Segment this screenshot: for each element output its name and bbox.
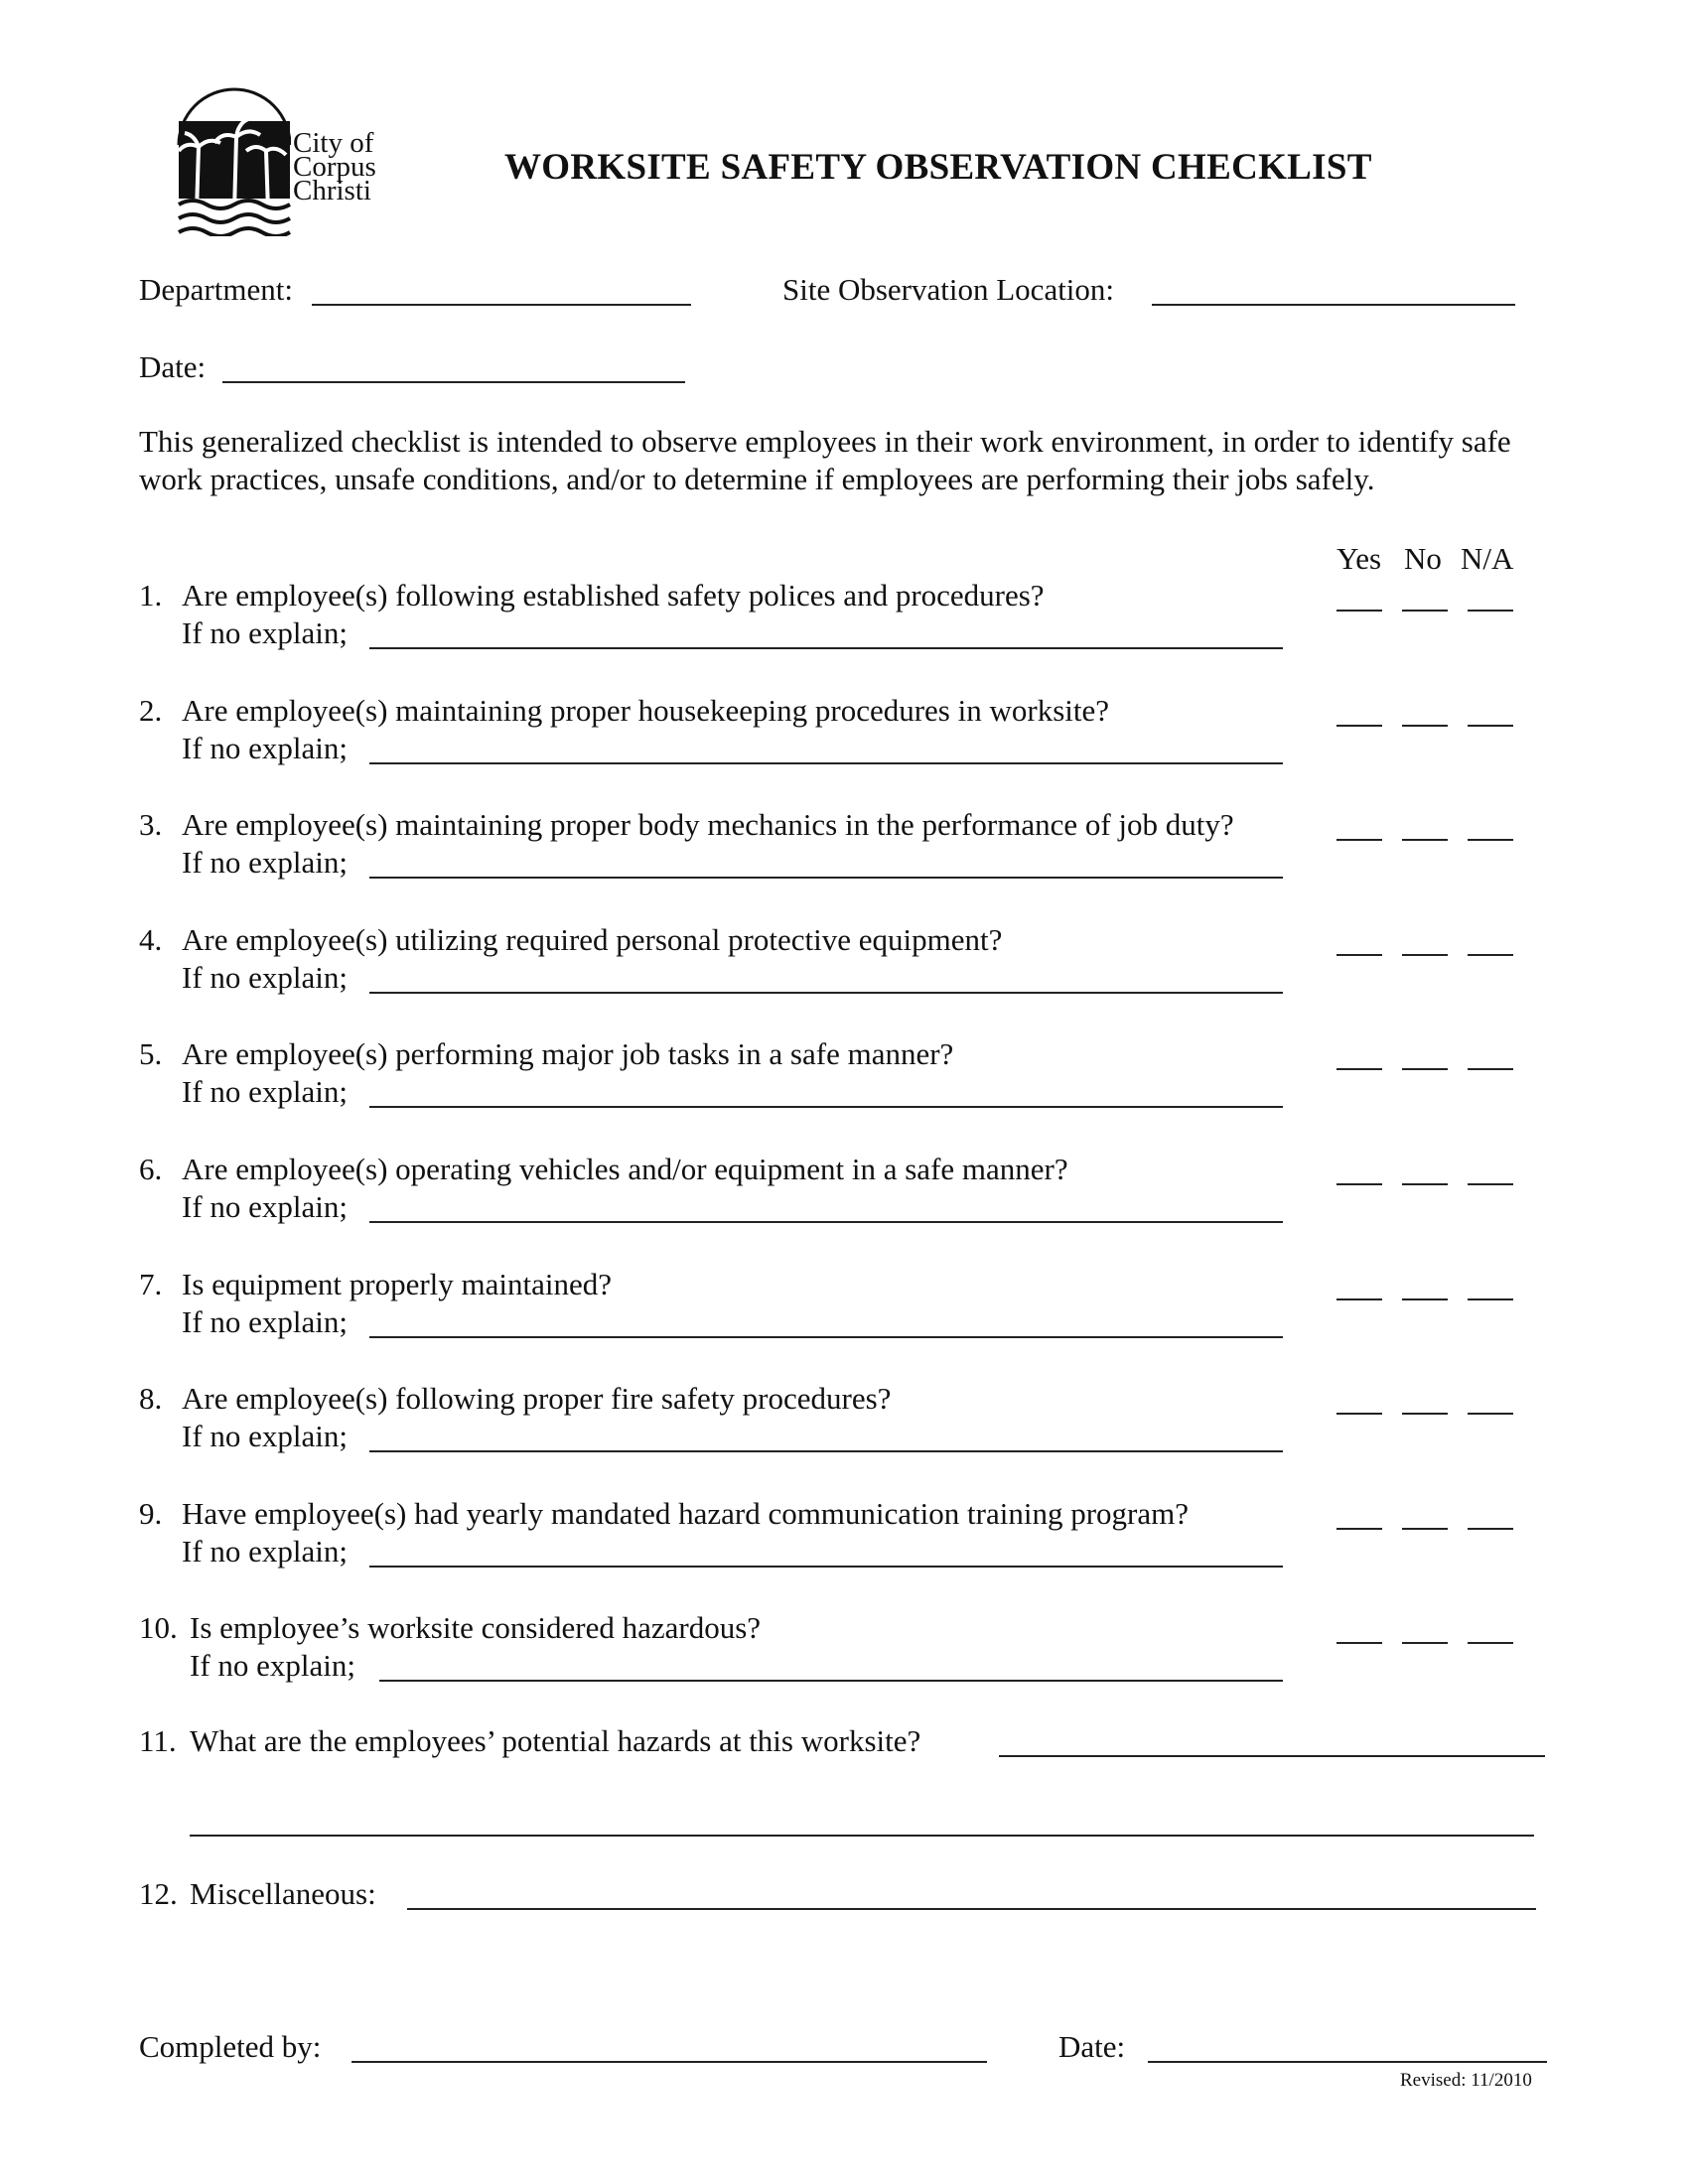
question-number: 1. [139, 578, 163, 613]
explain-label: If no explain; [182, 1534, 349, 1569]
na-blank[interactable] [1468, 1183, 1513, 1185]
revision-note: Revised: 11/2010 [1400, 2070, 1532, 2091]
question-number: 2. [139, 693, 163, 728]
department-label: Department: [139, 272, 293, 307]
logo-text-line: Corpus [293, 151, 376, 183]
explain-label: If no explain; [182, 960, 349, 995]
explain-answer-line[interactable] [369, 1450, 1283, 1452]
yes-blank[interactable] [1336, 1413, 1382, 1415]
question-number: 10. [139, 1610, 178, 1645]
column-na: N/A [1461, 541, 1514, 576]
question-text: Are employee(s) following established safety polices and procedures? [182, 578, 1045, 613]
explain-answer-line[interactable] [369, 762, 1283, 764]
question-number: 5. [139, 1036, 163, 1071]
explain-answer-line[interactable] [369, 1221, 1283, 1223]
yes-blank[interactable] [1336, 1183, 1382, 1185]
question-text: Are employee(s) maintaining proper housekeeping procedures in worksite? [182, 693, 1109, 728]
no-blank[interactable] [1402, 1298, 1448, 1300]
question-text: Are employee(s) operating vehicles and/or equipment in a safe manner? [182, 1152, 1068, 1186]
no-blank[interactable] [1402, 839, 1448, 841]
yes-blank[interactable] [1336, 1642, 1382, 1644]
na-blank[interactable] [1468, 1068, 1513, 1070]
explain-answer-line[interactable] [369, 647, 1283, 649]
question-number: 3. [139, 807, 163, 842]
no-blank[interactable] [1402, 1528, 1448, 1530]
na-blank[interactable] [1468, 839, 1513, 841]
explain-label: If no explain; [190, 1648, 356, 1683]
explain-answer-line[interactable] [369, 1336, 1283, 1338]
explain-answer-line[interactable] [379, 1680, 1283, 1682]
miscellaneous-answer-line[interactable] [407, 1908, 1536, 1910]
question-number: 4. [139, 922, 163, 957]
explain-label: If no explain; [182, 615, 349, 650]
column-yes: Yes [1336, 541, 1382, 576]
na-blank[interactable] [1468, 725, 1513, 727]
yes-blank[interactable] [1336, 610, 1382, 612]
explain-label: If no explain; [182, 1074, 349, 1109]
question-number: 8. [139, 1381, 163, 1416]
yes-blank[interactable] [1336, 1068, 1382, 1070]
question-number: 7. [139, 1267, 163, 1301]
city-logo [177, 87, 405, 236]
question-number: 6. [139, 1152, 163, 1186]
column-no: No [1404, 541, 1442, 576]
footer-date-label: Date: [1058, 2029, 1126, 2064]
explain-answer-line[interactable] [369, 992, 1283, 994]
explain-label: If no explain; [182, 845, 349, 880]
yes-blank[interactable] [1336, 1528, 1382, 1530]
no-blank[interactable] [1402, 1642, 1448, 1644]
yes-blank[interactable] [1336, 839, 1382, 841]
question-text: Are employee(s) maintaining proper body mechanics in the performance of job duty? [182, 807, 1234, 842]
explain-label: If no explain; [182, 1419, 349, 1453]
na-blank[interactable] [1468, 954, 1513, 956]
yes-blank[interactable] [1336, 1298, 1382, 1300]
explain-answer-line[interactable] [369, 877, 1283, 879]
question-11-text: What are the employees’ potential hazards at this worksite? [190, 1723, 921, 1758]
location-field[interactable] [1152, 304, 1515, 306]
na-blank[interactable] [1468, 1298, 1513, 1300]
location-label: Site Observation Location: [782, 272, 1115, 307]
question-text: Have employee(s) had yearly mandated hazard communication training program? [182, 1496, 1189, 1531]
na-blank[interactable] [1468, 1528, 1513, 1530]
document-title: WORKSITE SAFETY OBSERVATION CHECKLIST [504, 147, 1372, 188]
no-blank[interactable] [1402, 1413, 1448, 1415]
question-text: Are employee(s) performing major job tasks in a safe manner? [182, 1036, 954, 1071]
question-text: Are employee(s) following proper fire safety procedures? [182, 1381, 892, 1416]
logo-text [293, 127, 376, 206]
palm-tree-waves-icon [177, 87, 291, 236]
no-blank[interactable] [1402, 954, 1448, 956]
explain-answer-line[interactable] [369, 1566, 1283, 1568]
question-text: Is equipment properly maintained? [182, 1267, 613, 1301]
explain-label: If no explain; [182, 1189, 349, 1224]
question-text: Are employee(s) utilizing required personal protective equipment? [182, 922, 1003, 957]
logo-text-line: City of [293, 127, 374, 159]
question-12-number: 12. [139, 1876, 178, 1911]
question-number: 9. [139, 1496, 163, 1531]
yes-blank[interactable] [1336, 954, 1382, 956]
completed-by-label: Completed by: [139, 2029, 322, 2064]
footer-date-field[interactable] [1148, 2061, 1547, 2063]
na-blank[interactable] [1468, 1413, 1513, 1415]
no-blank[interactable] [1402, 610, 1448, 612]
hazards-answer-line-2[interactable] [190, 1835, 1534, 1837]
yes-blank[interactable] [1336, 725, 1382, 727]
logo-text-line: Christi [293, 175, 371, 206]
date-label: Date: [139, 349, 207, 384]
explain-label: If no explain; [182, 731, 349, 765]
na-blank[interactable] [1468, 1642, 1513, 1644]
na-blank[interactable] [1468, 610, 1513, 612]
explain-label: If no explain; [182, 1304, 349, 1339]
question-11-number: 11. [139, 1723, 177, 1758]
question-text: Is employee’s worksite considered hazardous? [190, 1610, 762, 1645]
question-12-text: Miscellaneous: [190, 1876, 376, 1911]
date-field[interactable] [222, 381, 685, 383]
no-blank[interactable] [1402, 1183, 1448, 1185]
no-blank[interactable] [1402, 725, 1448, 727]
intro-paragraph: This generalized checklist is intended to observe employees in their work environment, in order to identify safe work practices, unsafe conditions, and/or to determine if employees are performing their jobs safely. [139, 424, 1511, 496]
department-field[interactable] [312, 304, 691, 306]
explain-answer-line[interactable] [369, 1106, 1283, 1108]
answer-column-headers [0, 543, 1688, 575]
no-blank[interactable] [1402, 1068, 1448, 1070]
hazards-answer-line[interactable] [999, 1755, 1545, 1757]
completed-by-field[interactable] [352, 2061, 987, 2063]
